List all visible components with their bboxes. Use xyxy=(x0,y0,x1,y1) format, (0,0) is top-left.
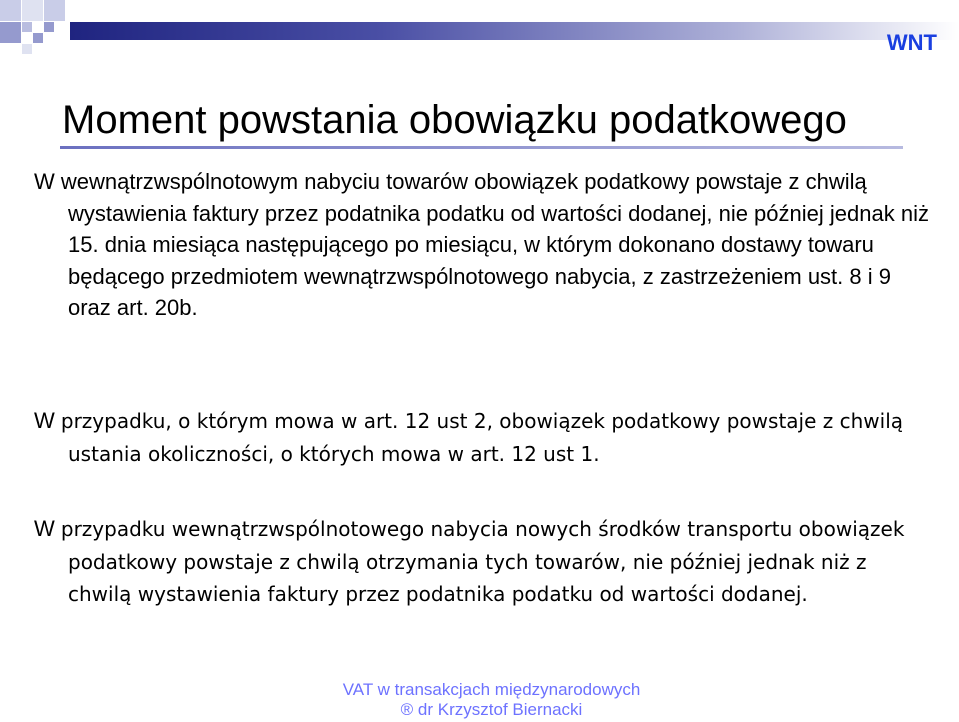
paragraph-3 xyxy=(34,513,934,611)
footer-course-title: VAT w transakcjach międzynarodowych xyxy=(342,680,641,699)
paragraph-text: przypadku, o którym mowa w art. 12 ust 2, obowiązek podatkowy powstaje z chwilą ustania okoliczności, o których mowa w art. 12 ust 1. xyxy=(60,409,904,466)
decor-square xyxy=(33,33,43,43)
paragraph-text: przypadku wewnątrzwspólnotowego nabycia nowych środków transportu obowiązek podatkowy powstaje z chwilą otrzymania tych towarów, nie później jednak niż z chwilą wystawienia faktury przez podatnika podatku od wartości dodanej. xyxy=(60,517,905,606)
paragraph-text: wewnątrzwspólnotowym nabyciu towarów obowiązek podatkowy powstaje z chwilą wystawienia faktury przez podatnika podatku od wartości dodanej, nie później jednak niż 15. dnia miesiąca następującego po miesiącu, w którym dokonano dostawy towaru będącego przedmiotem wewnątrzwspólnotowego nabycia, z zastrzeżeniem ust. 8 i 9 oraz art. 20b. xyxy=(60,169,929,320)
paragraph-lead: W xyxy=(34,408,61,433)
decor-square xyxy=(44,22,54,32)
decor-square xyxy=(0,0,21,21)
decor-square xyxy=(0,22,21,43)
paragraph-2 xyxy=(34,405,934,470)
decor-square xyxy=(22,0,43,21)
footer-copyright: ® dr Krzysztof Biernacki xyxy=(400,700,583,719)
title-underline xyxy=(60,146,903,149)
paragraph-lead: W xyxy=(34,516,61,541)
paragraph-lead: W xyxy=(34,169,61,194)
page-title: Moment powstania obowiązku podatkowego xyxy=(62,98,847,142)
logo: WNT xyxy=(886,30,937,55)
decor-square xyxy=(44,0,65,21)
decor-square xyxy=(22,44,32,54)
paragraph-1 xyxy=(34,166,934,324)
decor-square xyxy=(22,22,32,32)
header-gradient-bar xyxy=(70,22,959,40)
